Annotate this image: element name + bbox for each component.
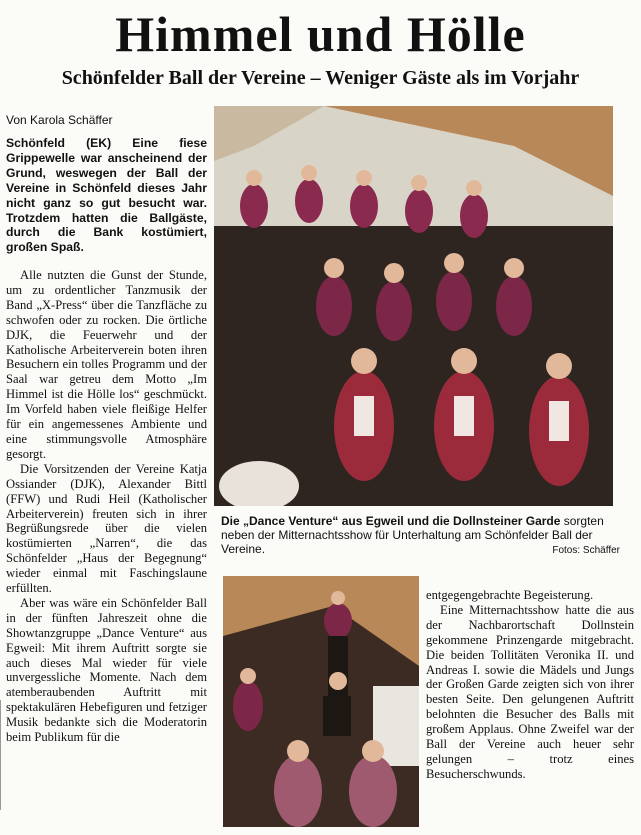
page-edge-fragment — [0, 700, 7, 810]
photo-credit: Fotos: Schäffer — [552, 545, 620, 556]
subheadline: Schönfelder Ball der Vereine – Weniger Gäste als im Vorjahr — [61, 67, 580, 89]
caption-text: sorgten neben der Mitternachtsshow für Unterhaltung am Schönfelder Ball der Vereine. — [221, 514, 604, 556]
dance-photo-small — [223, 576, 419, 827]
paragraph: Die Vorsitzenden der Vereine Katja Ossiander (DJK), Alexander Bittl (FFW) und Rudi Heil (Katholischer Arbeiterverein) freuten sich in ihrer Begrüßungsrede über die vielen kostümierten „Narren“, die das Schönfelder „Haus der Begegnung“ wieder einmal mit Faschingslaune erfüllten. — [6, 461, 207, 596]
dance-photo-main-image — [214, 106, 613, 506]
paragraph: Aber was wäre ein Schönfelder Ball in der fünften Jahreszeit ohne die Showtanzgruppe „Dance Venture“ aus Egweil: Mit ihrem Auftritt sorgte sie auch dieses Mal wieder für viele unvergessliche Momente. Nach dem atemberaubenden Auftritt mit spektakulären Hebefiguren und fetziger Musik bedankte sich die Moderatorin beim Publikum für die — [6, 595, 207, 745]
caption-bold: Die „Dance Venture“ aus Egweil und die Dollnsteiner Garde — [221, 514, 561, 528]
lede-paragraph: Schönfeld (EK) Eine fiese Grippewelle war anscheinend der Grund, weswegen der Ball der Vereine in Schönfeld dieses Jahr nicht ganz so gut besucht war. Trotzdem hatten die Ballgäste, durch die Bank kostümiert, großen Spaß. — [6, 136, 207, 255]
dance-photo-small-image — [223, 576, 419, 827]
byline: Von Karola Schäffer — [6, 113, 113, 127]
paragraph: entgegengebrachte Begeisterung. — [426, 588, 594, 602]
column-2 — [426, 588, 634, 782]
headline: Himmel und Hölle — [115, 6, 526, 62]
column-1 — [6, 268, 207, 745]
paragraph: Eine Mitternachtsshow hatte die aus der Nachbarortschaft Dollnstein gekommene Prinzengarde mitgebracht. Die beiden Tollitäten Veronika II. und Andreas I. sowie die Mädels und Jungs der Großen Garde zeigten sich von ihrer besten Seite. Den gelungenen Auftritt belohnten die Besucher des Balls mit großem Applaus. Ohne Zweifel war der Ball der Vereine auch heuer sehr gelungen – trotz eines Besucherschwunds. — [426, 602, 634, 781]
dance-photo-main — [214, 106, 613, 506]
paragraph: Alle nutzten die Gunst der Stunde, um zu ordentlicher Tanzmusik der Band „X-Press“ über die Tanzfläche zu schwofen oder zu rocken. Die örtliche DJK, die Feuerwehr und der Katholische Arbeiterverein boten ihren Besuchern ein tolles Programm und der Saal war getreu dem Motto „Im Himmel ist die Hölle los“ geschmückt. Im Vorfeld haben viele fleißige Helfer für ein angemessenes Ambiente und eine stimmungsvolle Atmosphäre gesorgt. — [6, 268, 207, 461]
